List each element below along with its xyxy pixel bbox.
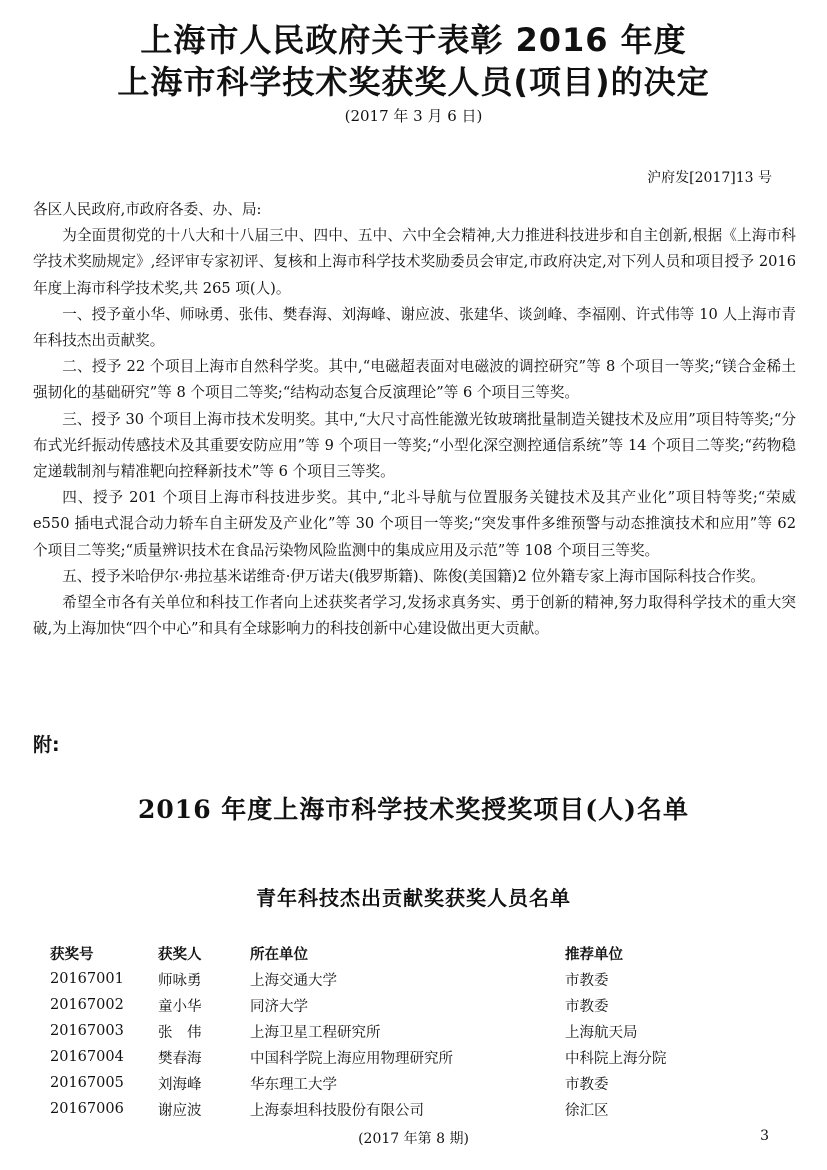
table-row [40,1070,765,1096]
award-number: 20167006 [50,1101,124,1117]
awardee-name: 张 伟 [158,1024,202,1041]
awardee-name: 童小华 [158,998,202,1015]
award-number: 20167003 [50,1023,124,1039]
awardee-name: 刘海峰 [158,1076,202,1093]
table-row [40,1096,765,1122]
attachment-list-title: 2016 年度上海市科学技术奖授奖项目(人)名单 [138,795,689,824]
body-paragraph: 一、授予童小华、师咏勇、张伟、樊春海、刘海峰、谢应波、张建华、谈剑峰、李福刚、许式伟等 10 人上海市青年科技杰出贡献奖。 [33,305,796,350]
awardee-name: 樊春海 [158,1050,202,1067]
institution: 上海卫星工程研究所 [250,1024,381,1041]
awardee-name: 师咏勇 [158,972,202,989]
table-header-row [40,940,765,966]
document-date: (2017 年 3 月 6 日) [344,107,483,125]
body-paragraph: 四、授予 201 个项目上海市科技进步奖。其中,“北斗导航与位置服务关键技术及其产业化”项目特等奖;“荣威 e550 插电式混合动力轿车自主研发及产业化”等 30 个项目一等奖;“突发事件多维预警与动态推演技术和应用”等 62 个项目二等奖;“质量辨识技术在食品污染物风险监测中的集成应用及示范”等 108 个项目三等奖。 [33,489,796,559]
institution: 同济大学 [250,998,308,1015]
recommender: 市教委 [565,998,609,1015]
recommender: 市教委 [565,972,609,989]
page-number: 3 [760,1128,769,1144]
body-paragraph: 为全面贯彻党的十八大和十八届三中、四中、五中、六中全会精神,大力推进科技进步和自主创新,根据《上海市科学技术奖励规定》,经评审专家初评、复核和上海市科学技术奖励委员会审定,市政府决定,对下列人员和项目授予 2016 年度上海市科学技术奖,共 265 项(人)。 [33,227,796,297]
document-number: 沪府发[2017]13 号 [647,170,772,186]
column-header-awardee: 获奖人 [158,946,202,963]
recommender: 徐汇区 [565,1102,609,1119]
body-paragraph: 希望全市各有关单位和科技工作者向上述获奖者学习,发扬求真务实、勇于创新的精神,努力取得科学技术的重大突破,为上海加快“四个中心”和具有全球影响力的科技创新中心建设做出更大贡献。 [33,594,796,638]
recommender: 上海航天局 [565,1024,638,1041]
recommender: 市教委 [565,1076,609,1093]
section-title: 青年科技杰出贡献奖获奖人员名单 [256,886,571,910]
institution: 上海泰坦科技股份有限公司 [250,1102,424,1119]
awardee-name: 谢应波 [158,1102,202,1119]
body-paragraph: 三、授予 30 个项目上海市技术发明奖。其中,“大尺寸高性能激光钕玻璃批量制造关键技术及应用”项目特等奖;“分布式光纤振动传感技术及其重要安防应用”等 9 个项目一等奖;“小型化深空测控通信系统”等 14 个项目二等奖;“药物稳定递载制剂与精准靶向控释新技术”等 6 个项目三等奖。 [33,410,796,481]
institution: 华东理工大学 [250,1076,337,1093]
award-number: 20167005 [50,1075,124,1091]
table-row [40,966,765,992]
column-header-recommender: 推荐单位 [565,946,623,963]
table-row [40,992,765,1018]
table-row [40,1018,765,1044]
award-number: 20167002 [50,997,124,1013]
table-row [40,1044,765,1070]
attachment-label: 附: [33,734,60,756]
column-header-institution: 所在单位 [250,946,308,963]
salutation: 各区人民政府,市政府各委、办、局: [33,201,262,218]
institution: 上海交通大学 [250,972,337,989]
column-header-award-number: 获奖号 [50,946,94,963]
body-paragraph: 五、授予米哈伊尔·弗拉基米诺维奇·伊万诺夫(俄罗斯籍)、陈俊(美国籍)2 位外籍专家上海市国际科技合作奖。 [62,567,765,585]
award-number: 20167004 [50,1049,124,1065]
document-title-line-1: 上海市人民政府关于表彰 2016 年度 [140,21,687,59]
body-paragraph: 二、授予 22 个项目上海市自然科学奖。其中,“电磁超表面对电磁波的调控研究”等 8 个项目一等奖;“镁合金稀土强韧化的基础研究”等 8 个项目二等奖;“结构动态复合反演理论”等 6 个项目三等奖。 [33,358,796,402]
institution: 中国科学院上海应用物理研究所 [250,1050,453,1067]
recommender: 中科院上海分院 [565,1050,667,1067]
document-title-line-2: 上海市科学技术奖获奖人员(项目)的决定 [117,63,710,101]
award-table [40,940,765,1122]
document-body [33,197,796,642]
award-number: 20167001 [50,971,124,987]
footer-issue: (2017 年第 8 期) [358,1131,469,1147]
